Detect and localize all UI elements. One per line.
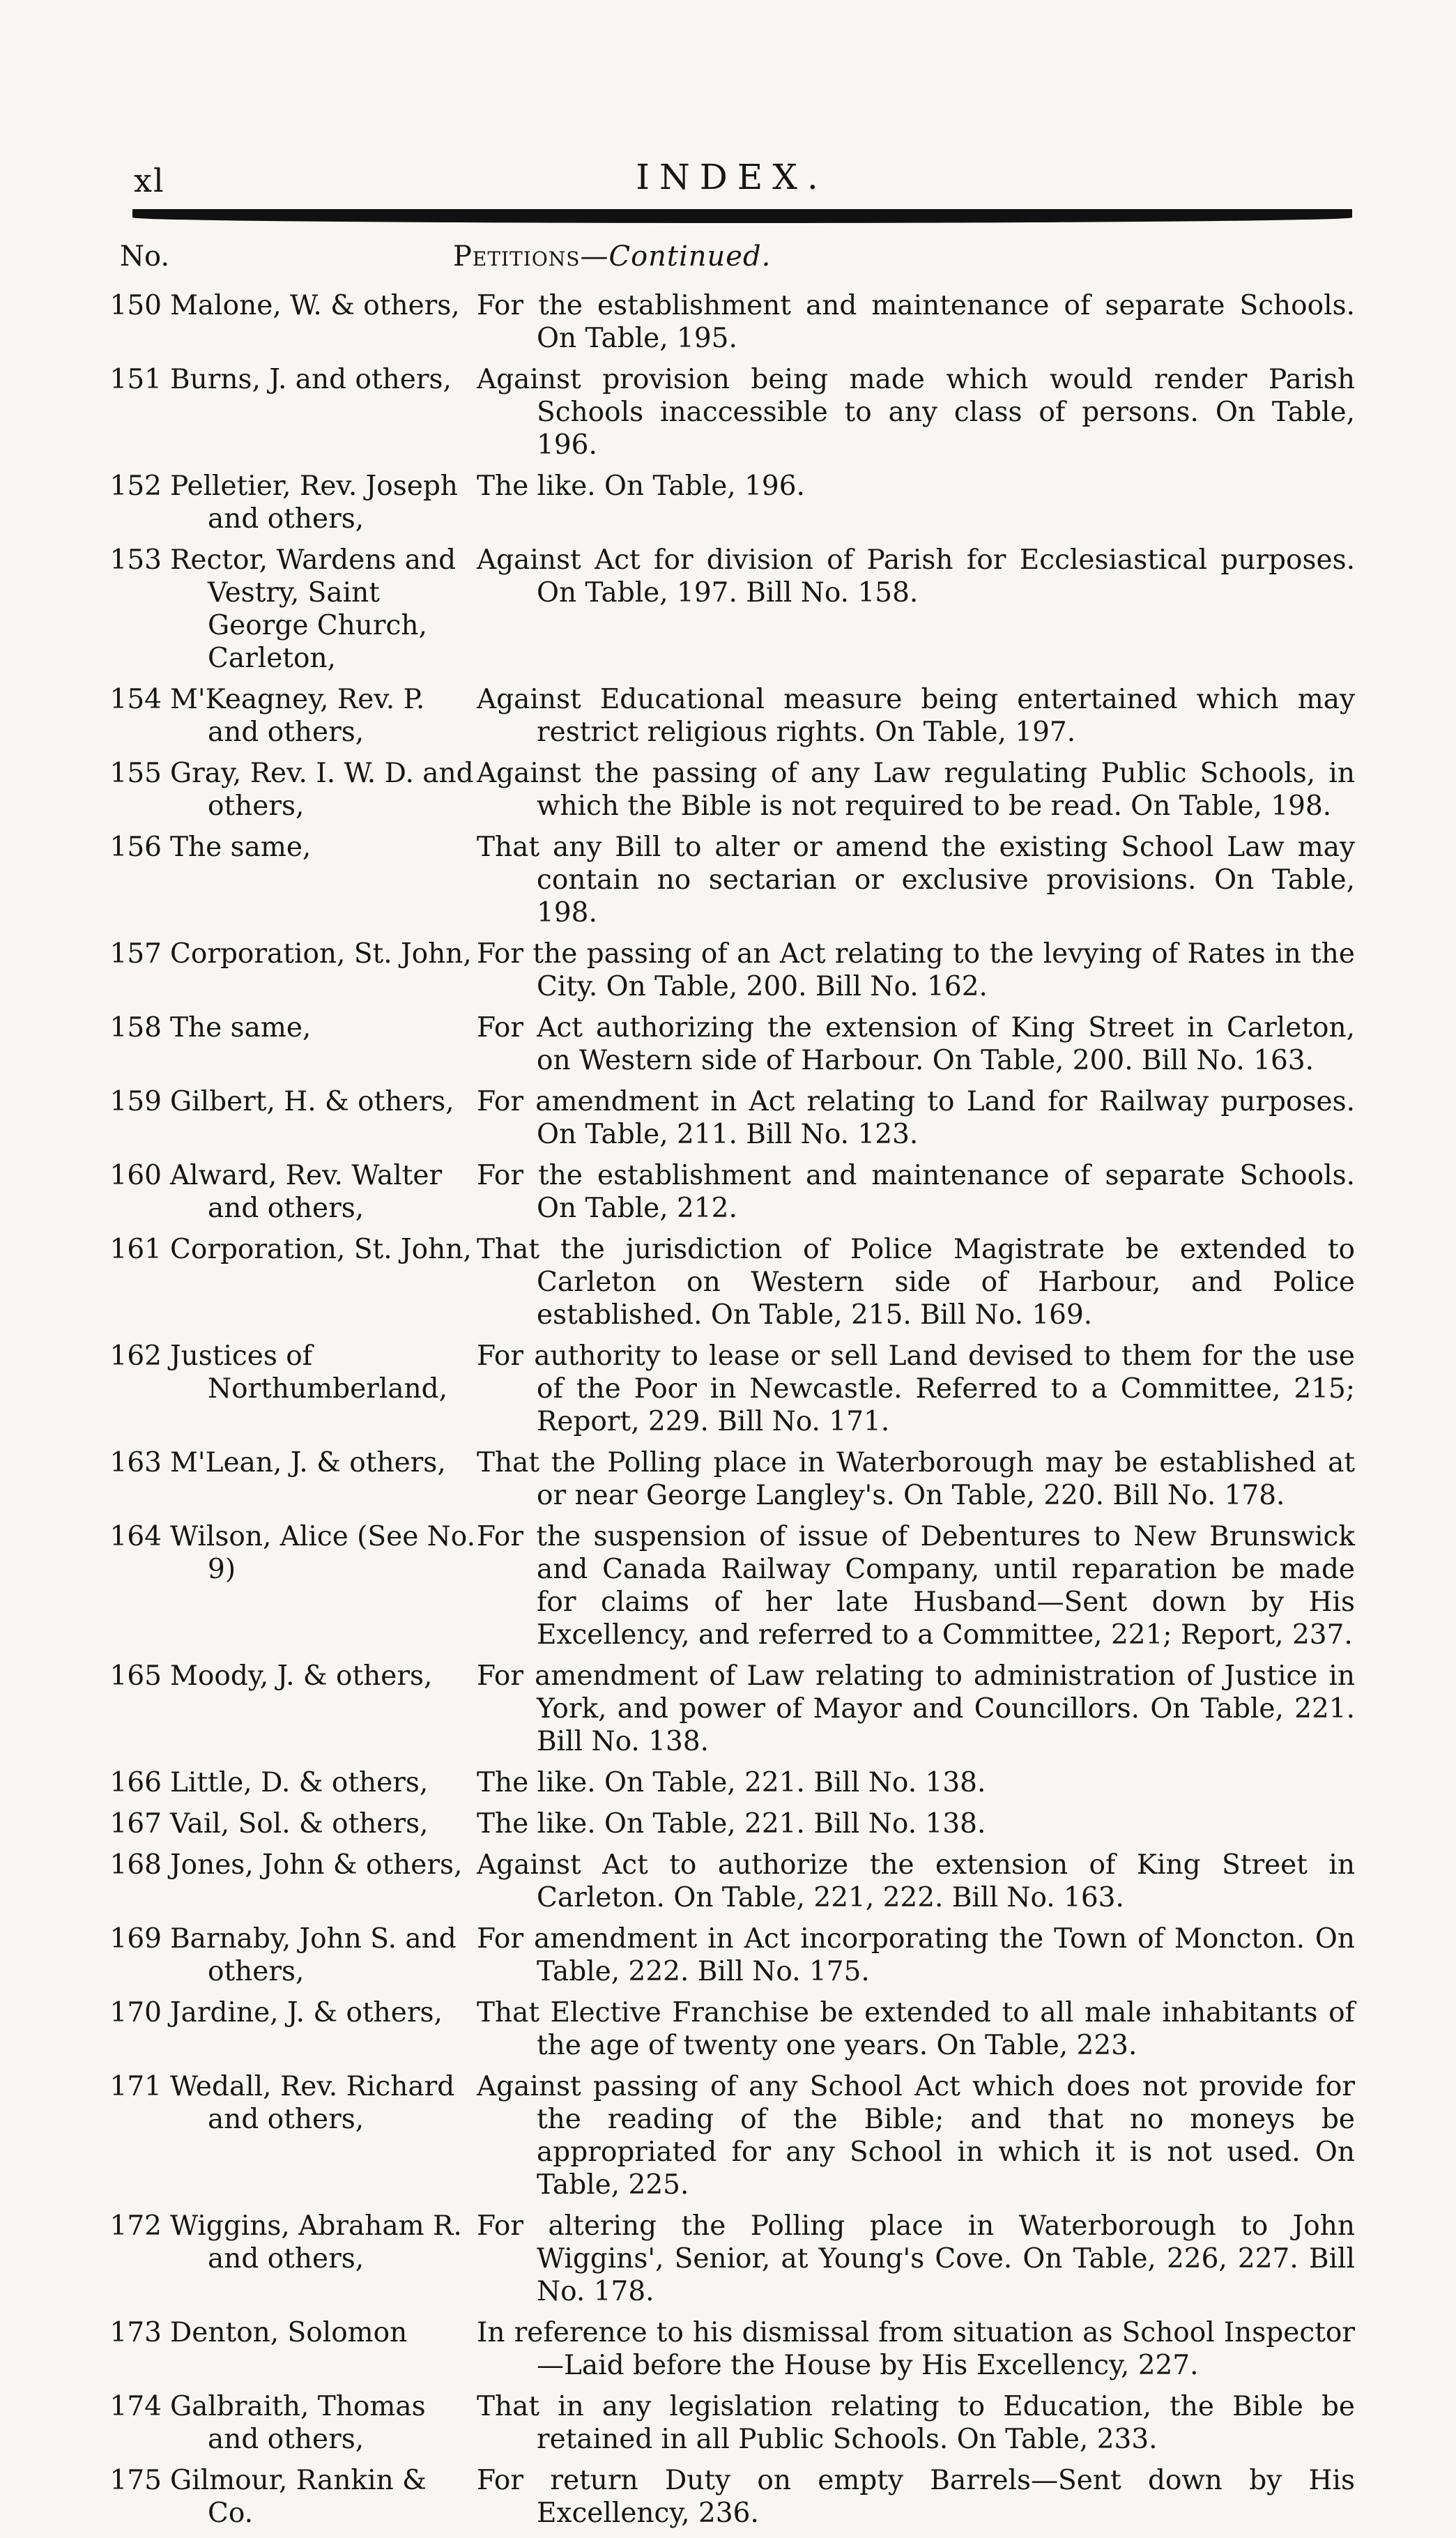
petition-entry <box>105 544 1359 675</box>
number-column-label: No. <box>120 240 170 273</box>
petitioner-name: Wiggins, Abraham R. and others, <box>170 2210 462 2275</box>
petition-number: 168 <box>109 1849 162 1881</box>
petition-entry <box>105 1233 1359 1331</box>
petition-entry <box>105 1446 1359 1512</box>
petitioner-name: Justices of Northumberland, <box>170 1340 448 1405</box>
petition-number: 159 <box>109 1086 162 1117</box>
petition-number: 173 <box>109 2317 162 2348</box>
petition-number: 154 <box>109 684 162 715</box>
petition-entry <box>105 2464 1359 2530</box>
petitioner-name: Little, D. & others, <box>170 1767 429 1798</box>
petition-description: For the establishment and maintenance of separate Schools. On Table, 195. <box>477 290 1355 354</box>
petitioner-name: Gilbert, H. & others, <box>170 1086 454 1117</box>
petition-number: 175 <box>109 2465 162 2496</box>
petition-entry <box>105 1011 1359 1077</box>
petition-number: 174 <box>109 2391 162 2422</box>
petition-number: 167 <box>109 1808 162 1840</box>
petition-description: For the establishment and maintenance of separate Schools. On Table, 212. <box>477 1160 1355 1224</box>
petition-description: Against the passing of any Law regulating Public Schools, in which the Bible is not required to be read. On Table, 198. <box>477 758 1355 822</box>
petition-entry <box>105 1996 1359 2062</box>
petition-entry <box>105 1159 1359 1225</box>
petition-number: 169 <box>109 1923 162 1955</box>
petition-description: For the suspension of issue of Debentures to New Brunswick and Canada Railway Company, until reparation be made for claims of her late Husband—Sent down by His Excellency, and referred to a Committee, 221; Report, 237. <box>477 1521 1355 1651</box>
petitioner-name: Gilmour, Rankin & Co. <box>170 2465 427 2529</box>
petition-description: For amendment of Law relating to administration of Justice in York, and power of Mayor and Councillors. On Table, 221. Bill No. 138. <box>477 1660 1355 1757</box>
petitioner-name: Corporation, St. John, <box>170 1234 472 1265</box>
petition-entry <box>105 470 1359 535</box>
petitioner-name: Burns, J. and others, <box>170 364 452 395</box>
section-title-continued: —Continued. <box>580 240 772 273</box>
petitioner-name: Jardine, J. & others, <box>170 1997 443 2028</box>
petition-number: 160 <box>109 1160 162 1191</box>
petitioner-name: Galbraith, Thomas and others, <box>170 2391 426 2455</box>
petition-description: In reference to his dismissal from situation as School Inspector—Laid before the House by His Excellency, 227. <box>477 2317 1355 2381</box>
petition-number: 151 <box>109 364 162 395</box>
petition-number: 164 <box>109 1521 162 1552</box>
section-title <box>453 240 771 273</box>
petition-list <box>105 289 1359 2538</box>
petition-entry <box>105 1660 1359 1758</box>
petition-description: That Elective Franchise be extended to all male inhabitants of the age of twenty one years. On Table, 223. <box>477 1997 1355 2061</box>
petition-description: That in any legislation relating to Education, the Bible be retained in all Public Schools. On Table, 233. <box>477 2391 1355 2455</box>
petition-description: That any Bill to alter or amend the existing School Law may contain no sectarian or exclusive provisions. On Table, 198. <box>477 832 1355 928</box>
page-header <box>105 119 1359 202</box>
petition-entry <box>105 1849 1359 1914</box>
petition-description: For the passing of an Act relating to the levying of Rates in the City. On Table, 200. Bill No. 162. <box>477 938 1355 1002</box>
petition-entry <box>105 1807 1359 1840</box>
petition-description: Against Act for division of Parish for Ecclesiastical purposes. On Table, 197. Bill No. 158. <box>477 544 1355 609</box>
petition-number: 153 <box>109 544 162 576</box>
petition-entry <box>105 1085 1359 1151</box>
petition-number: 170 <box>109 1997 162 2028</box>
petition-entry <box>105 1766 1359 1799</box>
section-title-main: Petitions <box>453 240 581 273</box>
petitioner-name: Gray, Rev. I. W. D. and others, <box>170 758 474 822</box>
petitioner-name: Corporation, St. John, <box>170 938 472 970</box>
petition-description: Against Educational measure being entertained which may restrict religious rights. On Table, 197. <box>477 684 1355 748</box>
index-page <box>105 119 1359 2529</box>
petitioner-name: M'Lean, J. & others, <box>170 1447 446 1478</box>
petition-description: Against provision being made which would render Parish Schools inaccessible to any class of persons. On Table, 196. <box>477 364 1355 461</box>
header-rule <box>132 209 1352 223</box>
petition-description: For amendment in Act relating to Land for Railway purposes. On Table, 211. Bill No. 123. <box>477 1086 1355 1150</box>
petition-entry <box>105 2316 1359 2382</box>
petition-description: For altering the Polling place in Waterborough to John Wiggins', Senior, at Young's Cove. On Table, 226, 227. Bill No. 178. <box>477 2210 1355 2307</box>
petitioner-name: Wilson, Alice (See No. 9) <box>170 1521 475 1585</box>
petition-number: 152 <box>109 471 162 502</box>
petition-number: 161 <box>109 1234 162 1265</box>
petition-entry <box>105 289 1359 355</box>
column-header <box>105 240 1359 282</box>
petitioner-name: Vail, Sol. & others, <box>170 1808 429 1840</box>
petition-entry <box>105 1922 1359 1988</box>
petition-number: 156 <box>109 832 162 863</box>
petitioner-name: Denton, Solomon <box>170 2317 408 2348</box>
petition-description: For amendment in Act incorporating the Town of Moncton. On Table, 222. Bill No. 175. <box>477 1923 1355 1987</box>
petition-description: Against Act to authorize the extension of King Street in Carleton. On Table, 221, 222. Bill No. 163. <box>477 1849 1355 1913</box>
petition-number: 172 <box>109 2210 162 2242</box>
petition-entry <box>105 1520 1359 1651</box>
petition-description: For authority to lease or sell Land devised to them for the use of the Poor in Newcastle. Referred to a Committee, 215; Report, 229. Bill No. 171. <box>477 1340 1355 1437</box>
petition-entry <box>105 363 1359 461</box>
petitioner-name: Alward, Rev. Walter and others, <box>170 1160 443 1224</box>
petitioner-name: Pelletier, Rev. Joseph and others, <box>170 471 458 535</box>
petition-entry <box>105 2070 1359 2201</box>
petition-entry <box>105 2210 1359 2308</box>
petition-number: 157 <box>109 938 162 970</box>
petitioner-name: The same, <box>170 1012 312 1044</box>
petitioner-name: Barnaby, John S. and others, <box>170 1923 457 1987</box>
petitioner-name: Wedall, Rev. Richard and others, <box>170 2071 455 2135</box>
petition-number: 155 <box>109 758 162 789</box>
petitioner-name: M'Keagney, Rev. P. and others, <box>170 684 425 748</box>
petition-number: 158 <box>109 1012 162 1044</box>
petition-entry <box>105 757 1359 823</box>
petition-number: 150 <box>109 290 162 321</box>
petitioner-name: Moody, J. & others, <box>170 1660 433 1692</box>
petition-entry <box>105 831 1359 929</box>
petition-number: 163 <box>109 1447 162 1478</box>
petition-entry <box>105 683 1359 749</box>
petitioner-name: Malone, W. & others, <box>170 290 460 321</box>
petition-number: 166 <box>109 1767 162 1798</box>
petition-description: For return Duty on empty Barrels—Sent down by His Excellency, 236. <box>477 2465 1355 2529</box>
petitioner-name: Rector, Wardens and Vestry, Saint George Church, Carleton, <box>170 544 457 674</box>
petition-description: For Act authorizing the extension of King Street in Carleton, on Western side of Harbour. On Table, 200. Bill No. 163. <box>477 1012 1355 1076</box>
petition-entry <box>105 938 1359 1003</box>
petitioner-name: Jones, John & others, <box>170 1849 463 1881</box>
petition-number: 162 <box>109 1340 162 1372</box>
page-title: INDEX. <box>636 157 828 197</box>
petitioner-name: The same, <box>170 832 312 863</box>
petition-entry <box>105 2390 1359 2456</box>
petition-description: That the jurisdiction of Police Magistrate be extended to Carleton on Western side of Harbour, and Police established. On Table, 215. Bill No. 169. <box>477 1234 1355 1331</box>
page-number: xl <box>134 162 165 199</box>
petition-description: That the Polling place in Waterborough may be established at or near George Langley's. On Table, 220. Bill No. 178. <box>477 1447 1355 1511</box>
petition-description: The like. On Table, 196. <box>477 471 805 502</box>
petition-description: The like. On Table, 221. Bill No. 138. <box>477 1808 986 1840</box>
petition-number: 165 <box>109 1660 162 1692</box>
petition-entry <box>105 1340 1359 1438</box>
petition-number: 171 <box>109 2071 162 2102</box>
petition-description: The like. On Table, 221. Bill No. 138. <box>477 1767 986 1798</box>
petition-description: Against passing of any School Act which does not provide for the reading of the Bible; and that no moneys be appropriated for any School in which it is not used. On Table, 225. <box>477 2071 1355 2201</box>
